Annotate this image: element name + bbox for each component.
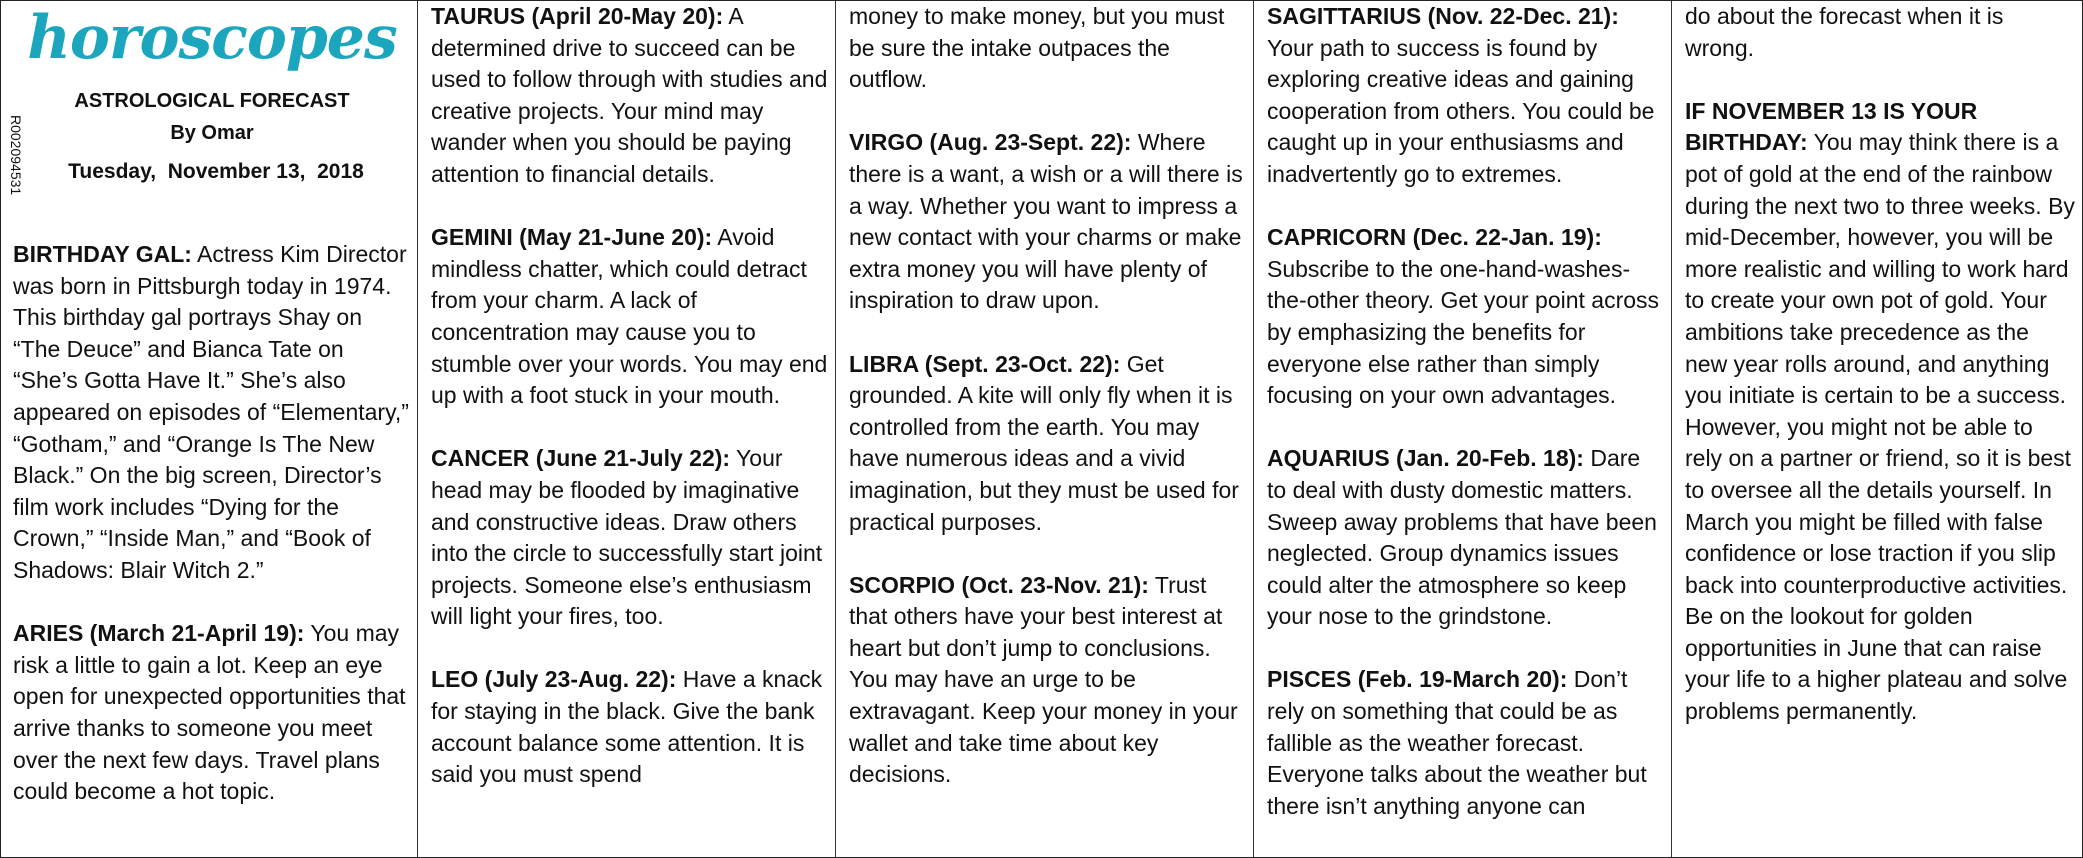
birthday-paragraph (1685, 96, 2076, 728)
leo-text: Have a knack for staying in the black. Give the bank account balance some attention. It is said you must spend (431, 666, 823, 788)
sagittarius-heading: SAGITTARIUS (Nov. 22-Dec. 21): (1267, 3, 1619, 29)
date: Tuesday, November 13, 2018 (68, 160, 364, 183)
subtitle: ASTROLOGICAL FORECAST (74, 90, 350, 112)
leo-continued: money to make money, but you must be sure the intake outpaces the outflow. (849, 3, 1225, 93)
pisces-continued: do about the forecast when it is wrong. (1685, 3, 2004, 61)
libra-heading: LIBRA (Sept. 23-Oct. 22): (849, 350, 1121, 377)
aquarius-paragraph (1267, 443, 1665, 633)
print-code: R002094531 (8, 115, 24, 196)
scorpio-heading: SCORPIO (Oct. 23-Nov. 21): (849, 571, 1149, 598)
cancer-paragraph (431, 443, 829, 633)
virgo-heading: VIRGO (Aug. 23-Sept. 22): (849, 129, 1132, 156)
column-2 (417, 1, 835, 857)
column-5 (1671, 1, 2082, 857)
byline: By Omar (170, 122, 254, 144)
taurus-heading: TAURUS (April 20-May 20): (431, 3, 724, 29)
virgo-paragraph (849, 127, 1247, 317)
cancer-heading: CANCER (June 21-July 22): (431, 445, 731, 472)
cancer-text: Your head may be flooded by imaginative and constructive ideas. Draw others into the circle to successfully start joint projects. Someone else’s enthusiasm will light your fires, too. (431, 445, 823, 630)
capricorn-heading: CAPRICORN (Dec. 22-Jan. 19): (1267, 224, 1602, 251)
gemini-heading: GEMINI (May 21-June 20): (431, 224, 713, 251)
libra-text: Get grounded. A kite will only fly when it is controlled from the earth. You may have numerous ideas and a vivid imagination, but they must be used for practical purposes. (849, 350, 1239, 535)
scorpio-paragraph (849, 570, 1247, 791)
taurus-paragraph (431, 1, 829, 191)
column-4 (1253, 1, 1671, 857)
birthday-text: You may think there is a pot of gold at the end of the rainbow during the next two to three weeks. By mid-December, however, you will be more realistic and willing to work hard to create your own pot of gold. Your ambitions take precedence as the new year rolls around, and anything you initiate is certain to be a success. However, you might not be able to rely on a partner or friend, so it is best to oversee all the details yourself. In March you might be filled with false confidence or lose traction if you slip back into counterproductive activities. Be on the lookout for golden opportunities in June that can raise your life to a higher plateau and solve problems permanently. (1685, 129, 2075, 725)
birthday-gal-heading: BIRTHDAY GAL: (13, 241, 192, 267)
capricorn-text: Subscribe to the one-hand-washes-the-other theory. Get your point across by emphasizing the benefits for everyone else rather than simply focusing on your own advantages. (1267, 255, 1660, 409)
masthead (8, 1, 411, 231)
aquarius-heading: AQUARIUS (Jan. 20-Feb. 18): (1267, 445, 1584, 472)
birthday-heading: IF NOVEMBER 13 IS YOUR BIRTHDAY: (1685, 97, 1978, 156)
sagittarius-text: Your path to success is found by exploring creative ideas and gaining cooperation from others. You could be caught up in your enthusiasms and inadvertently go to extremes. (1267, 34, 1655, 187)
pisces-heading: PISCES (Feb. 19-March 20): (1267, 666, 1568, 693)
birthday-gal-paragraph (13, 239, 411, 587)
section-title: horoscopes (27, 3, 397, 73)
gemini-paragraph (431, 222, 829, 412)
leo-paragraph (431, 664, 829, 790)
libra-paragraph (849, 349, 1247, 539)
taurus-text: A determined drive to succeed can be used to follow through with studies and creative projects. Your mind may wander when you should be paying attention to financial details. (431, 3, 828, 187)
gemini-text: Avoid mindless chatter, which could detract from your charm. A lack of concentration may cause you to stumble over your words. You may end up with a foot stuck in your mouth. (431, 224, 828, 409)
virgo-text: Where there is a want, a wish or a will there is a way. Whether you want to impress a new contact with your charms or make extra money you will have plenty of inspiration to draw upon. (849, 129, 1243, 314)
pisces-text: Don’t rely on something that could be as fallible as the weather forecast. Everyone talks about the weather but there isn’t anything anyone can (1267, 666, 1647, 819)
sagittarius-paragraph (1267, 1, 1665, 191)
capricorn-paragraph (1267, 222, 1665, 412)
leo-heading: LEO (July 23-Aug. 22): (431, 666, 677, 693)
scorpio-text: Trust that others have your best interest at heart but don’t jump to conclusions. You may have an urge to be extravagant. Keep your money in your wallet and take time about key decisions. (849, 571, 1238, 788)
aries-paragraph (13, 618, 411, 808)
column-1 (1, 1, 417, 857)
pisces-paragraph (1267, 664, 1665, 822)
aries-heading: ARIES (March 21-April 19): (13, 620, 305, 647)
column-3 (835, 1, 1253, 857)
birthday-gal-text: Actress Kim Director was born in Pittsburgh today in 1974. This birthday gal portrays Shay on “The Deuce” and Bianca Tate on “She’s Gotta Have It.” She’s also appeared on episodes of “Elementary,” “Gotham,” and “Orange Is The New Black.” On the big screen, Director’s film work includes “Dying for the Crown,” “Inside Man,” and “Book of Shadows: Blair Witch 2.” (13, 241, 409, 583)
aries-text: You may risk a little to gain a lot. Keep an eye open for unexpected opportunities that arrive thanks to someone you meet over the next few days. Travel plans could become a hot topic. (13, 620, 406, 805)
aquarius-text: Dare to deal with dusty domestic matters. Sweep away problems that have been neglected. Group dynamics issues could alter the atmosphere so keep your nose to the grindstone. (1267, 445, 1657, 630)
